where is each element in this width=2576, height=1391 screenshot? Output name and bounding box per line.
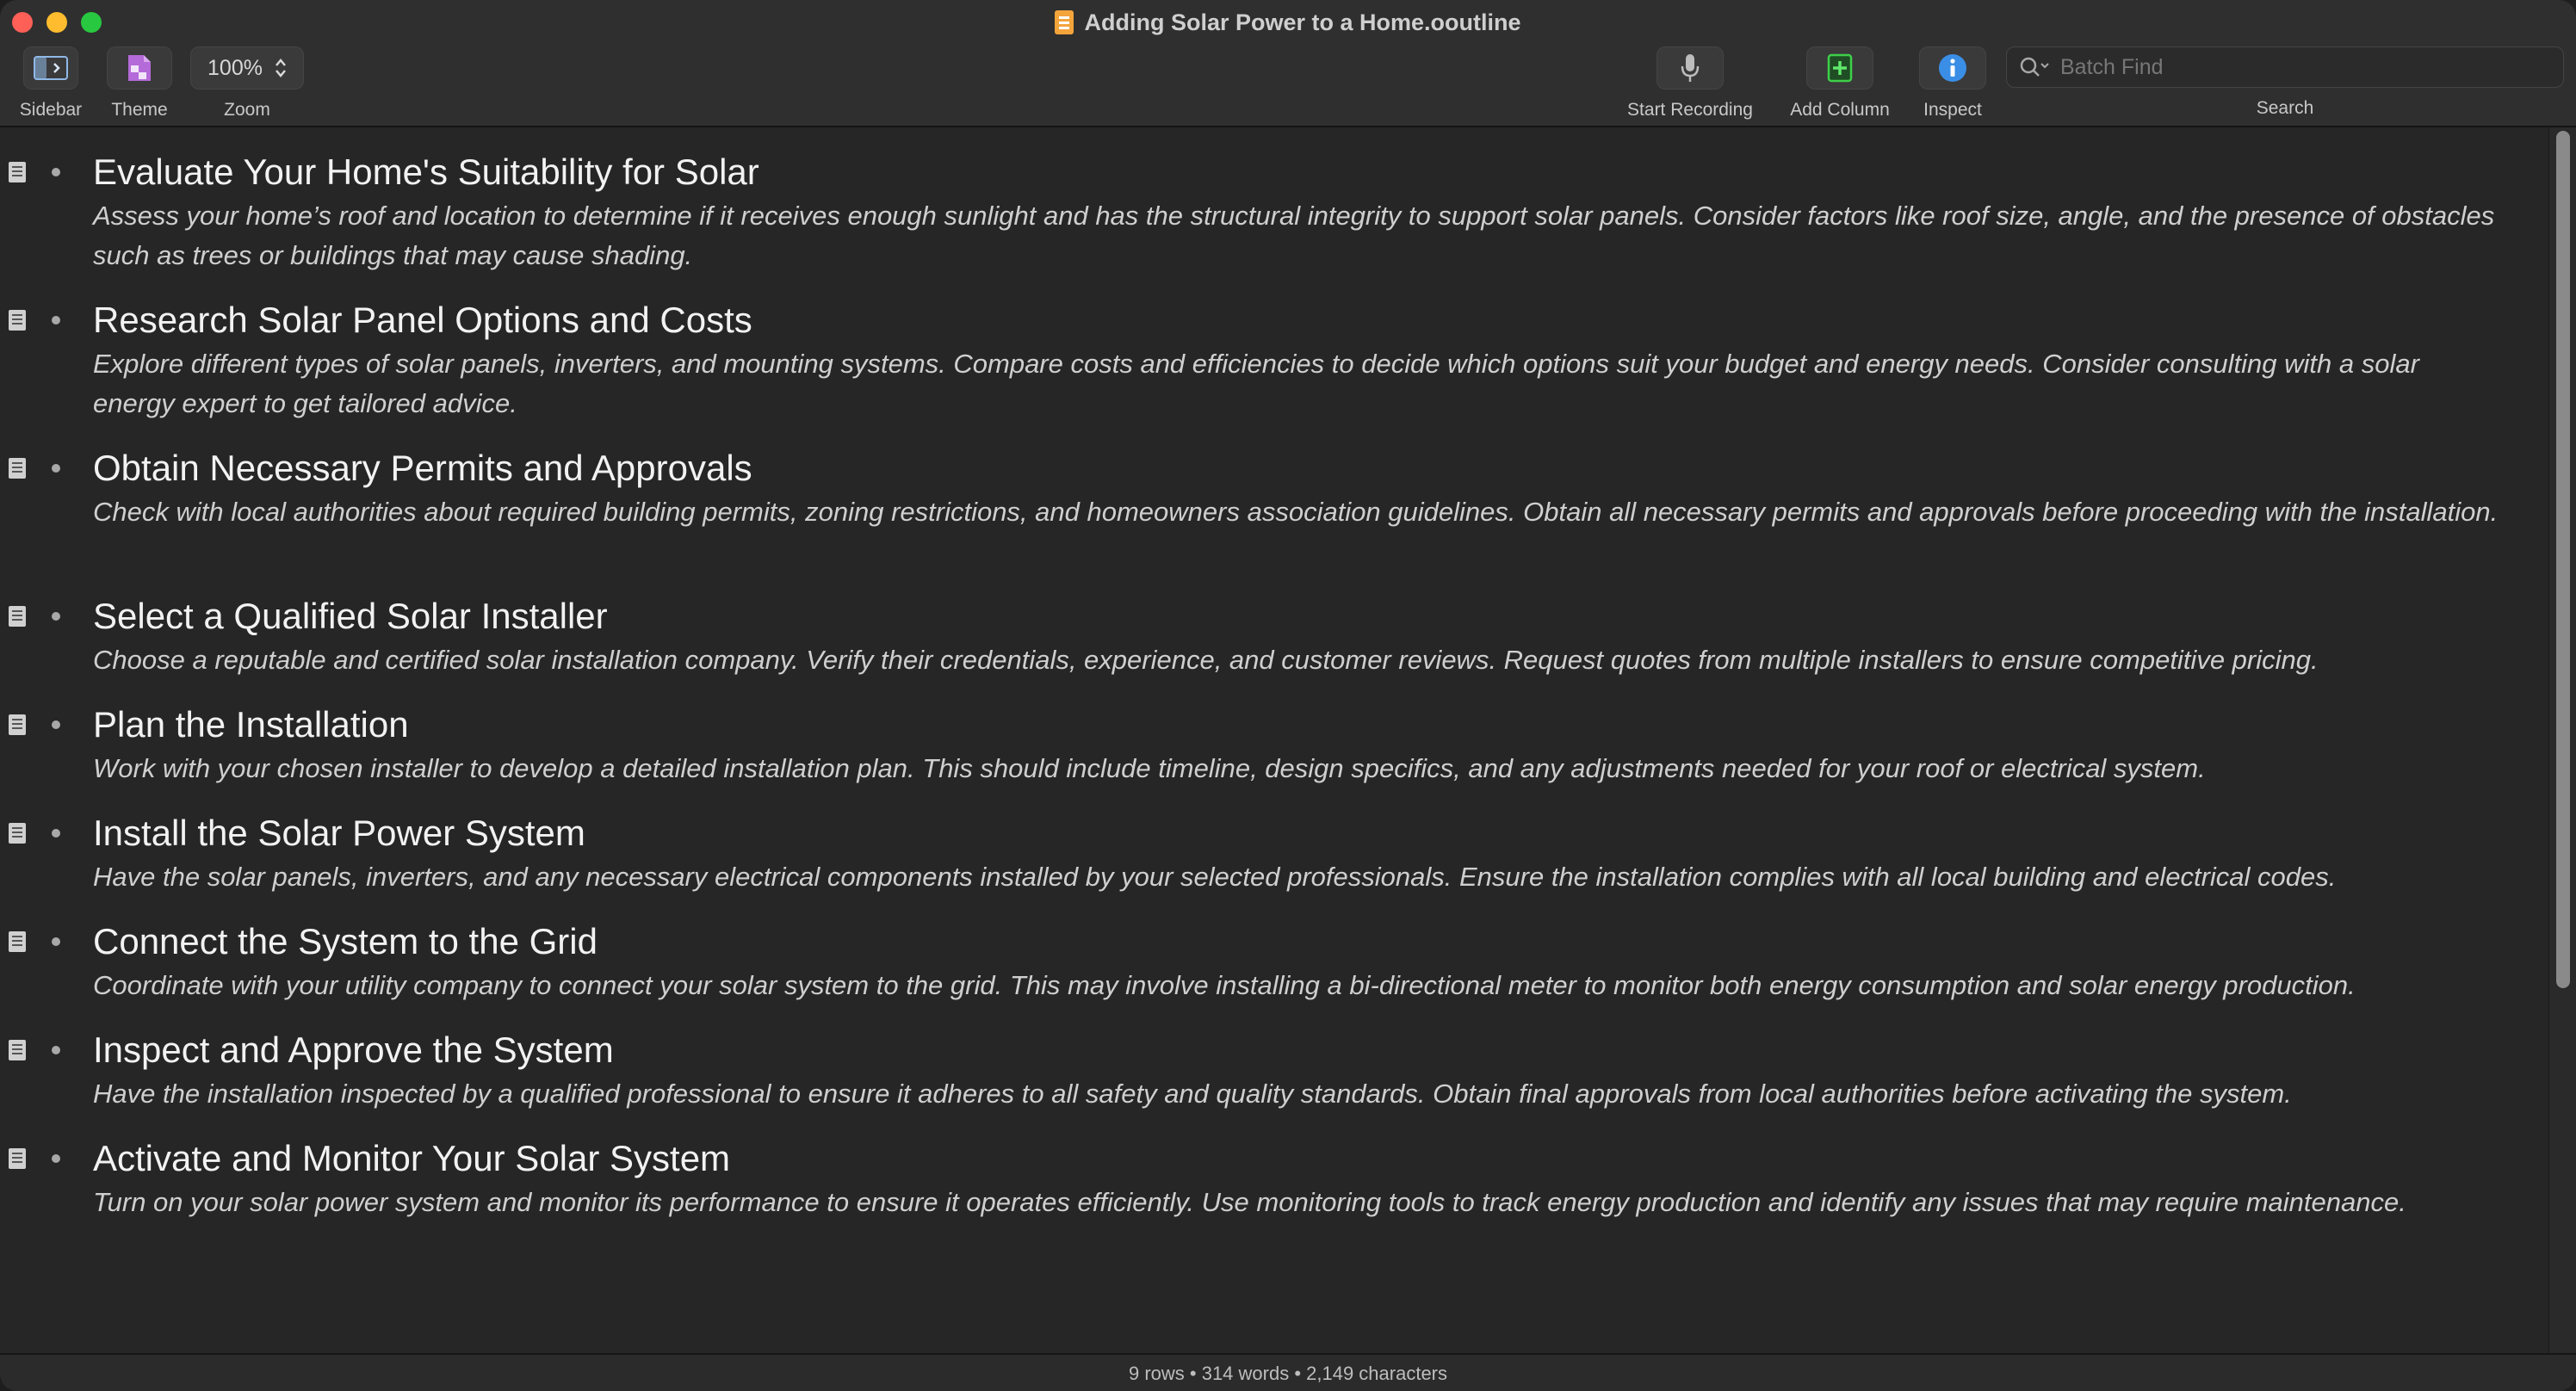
chevron-updown-icon bbox=[275, 57, 287, 79]
row-note[interactable]: Check with local authorities about required building permits, zoning restrictions, and homeowners association guidelines. Obtain all necessary permits and approvals before proceeding with the installation. bbox=[93, 497, 2499, 527]
start-recording-label: Start Recording bbox=[1627, 100, 1753, 120]
theme-tool bbox=[103, 46, 176, 121]
row-note-handle-icon[interactable] bbox=[9, 458, 26, 479]
row-note-handle-icon[interactable] bbox=[9, 714, 26, 735]
row-title[interactable]: Select a Qualified Solar Installer bbox=[93, 596, 608, 636]
row-note-handle-icon[interactable] bbox=[9, 162, 26, 182]
add-column-button[interactable] bbox=[1806, 46, 1873, 90]
row-bullet-icon[interactable] bbox=[52, 720, 60, 729]
start-recording-button[interactable] bbox=[1656, 46, 1724, 90]
info-icon bbox=[1938, 53, 1967, 83]
sidebar-button[interactable] bbox=[23, 46, 78, 90]
theme-button[interactable] bbox=[107, 46, 172, 90]
row-title[interactable]: Evaluate Your Home's Suitability for Solar bbox=[93, 151, 759, 192]
row-note[interactable]: Assess your home’s roof and location to determine if it receives enough sunlight and has the structural integrity to support solar panels. Consider factors like roof size, angle, and the presence of obstacles such as trees or buildings that may cause shading. bbox=[93, 201, 2495, 270]
row-note-handle-icon[interactable] bbox=[9, 1148, 26, 1169]
sidebar-label: Sidebar bbox=[19, 100, 83, 120]
row-title[interactable]: Inspect and Approve the System bbox=[93, 1029, 614, 1070]
row-note-handle-icon[interactable] bbox=[9, 931, 26, 952]
search-input[interactable] bbox=[2059, 54, 2544, 81]
row-title[interactable]: Activate and Monitor Your Solar System bbox=[93, 1138, 731, 1178]
add-column-tool bbox=[1779, 46, 1901, 121]
row-note[interactable]: Work with your chosen installer to develop a detailed installation plan. This should include timeline, design specifics, and any adjustments needed for your roof or electrical system. bbox=[93, 753, 2206, 783]
zoom-label: Zoom bbox=[224, 100, 270, 120]
row-bullet-icon[interactable] bbox=[52, 1154, 60, 1163]
row-bullet-icon[interactable] bbox=[52, 612, 60, 621]
document-stats: 9 rows • 314 words • 2,149 characters bbox=[1128, 1363, 1448, 1384]
window-title-text: Adding Solar Power to a Home.ooutline bbox=[1084, 9, 1521, 35]
vertical-scrollbar[interactable] bbox=[2548, 127, 2576, 1353]
row-title[interactable]: Connect the System to the Grid bbox=[93, 921, 598, 961]
row-note-handle-icon[interactable] bbox=[9, 606, 26, 627]
row-note-handle-icon[interactable] bbox=[9, 1040, 26, 1060]
add-column-label: Add Column bbox=[1790, 100, 1890, 120]
row-note-handle-icon[interactable] bbox=[9, 310, 26, 331]
row-note[interactable]: Have the solar panels, inverters, and any necessary electrical components installed by your selected professionals. Ensure the installation complies with all local building and electrical codes. bbox=[93, 862, 2337, 892]
theme-icon bbox=[126, 53, 153, 83]
sidebar-tool bbox=[12, 46, 90, 121]
inspect-label: Inspect bbox=[1923, 100, 1982, 120]
start-recording-tool bbox=[1617, 46, 1763, 121]
row-bullet-icon[interactable] bbox=[52, 1046, 60, 1054]
row-title[interactable]: Plan the Installation bbox=[93, 704, 409, 745]
theme-label: Theme bbox=[111, 100, 168, 120]
sidebar-icon bbox=[34, 56, 68, 80]
row-note-handle-icon[interactable] bbox=[9, 823, 26, 844]
search-icon bbox=[2019, 56, 2050, 78]
row-bullet-icon[interactable] bbox=[52, 316, 60, 325]
row-note[interactable]: Turn on your solar power system and monitor its performance to ensure it operates efficiently. Use monitoring tools to track energy production and identify any issues that may require maintenance. bbox=[93, 1187, 2406, 1217]
scrollbar-thumb[interactable] bbox=[2556, 131, 2570, 988]
window-title bbox=[0, 7, 2576, 38]
inspect-button[interactable] bbox=[1919, 46, 1986, 90]
row-note[interactable]: Coordinate with your utility company to connect your solar system to the grid. This may involve installing a bi-directional meter to monitor both energy consumption and solar energy production. bbox=[93, 970, 2356, 1000]
search-label: Search bbox=[2256, 98, 2314, 118]
row-note[interactable]: Choose a reputable and certified solar installation company. Verify their credentials, experience, and customer reviews. Request quotes from multiple installers to ensure competitive pricing. bbox=[93, 645, 2319, 675]
row-note[interactable]: Have the installation inspected by a qualified professional to ensure it adheres to all safety and quality standards. Obtain final approvals from local authorities before activating the system. bbox=[93, 1079, 2292, 1109]
row-bullet-icon[interactable] bbox=[52, 464, 60, 473]
search-field[interactable] bbox=[2006, 46, 2564, 88]
row-note[interactable]: Explore different types of solar panels, inverters, and mounting systems. Compare costs and efficiencies to decide which options suit your budget and energy needs. Consider consulting with a solar energy expert to get tailored advice. bbox=[93, 349, 2419, 418]
status-bar bbox=[0, 1353, 2576, 1391]
document-icon bbox=[1055, 10, 1074, 34]
row-bullet-icon[interactable] bbox=[52, 168, 60, 176]
row-bullet-icon[interactable] bbox=[52, 829, 60, 838]
toolbar bbox=[0, 0, 2576, 127]
zoom-tool bbox=[191, 46, 303, 121]
microphone-icon bbox=[1681, 53, 1700, 83]
row-title[interactable]: Install the Solar Power System bbox=[93, 813, 585, 853]
inspect-tool bbox=[1913, 46, 1992, 121]
row-title[interactable]: Research Solar Panel Options and Costs bbox=[93, 300, 752, 340]
row-bullet-icon[interactable] bbox=[52, 937, 60, 946]
zoom-stepper[interactable] bbox=[190, 46, 304, 90]
zoom-value: 100% bbox=[207, 55, 263, 80]
outline-view[interactable] bbox=[0, 127, 2548, 1353]
row-title[interactable]: Obtain Necessary Permits and Approvals bbox=[93, 448, 752, 488]
plus-square-icon bbox=[1827, 53, 1853, 83]
